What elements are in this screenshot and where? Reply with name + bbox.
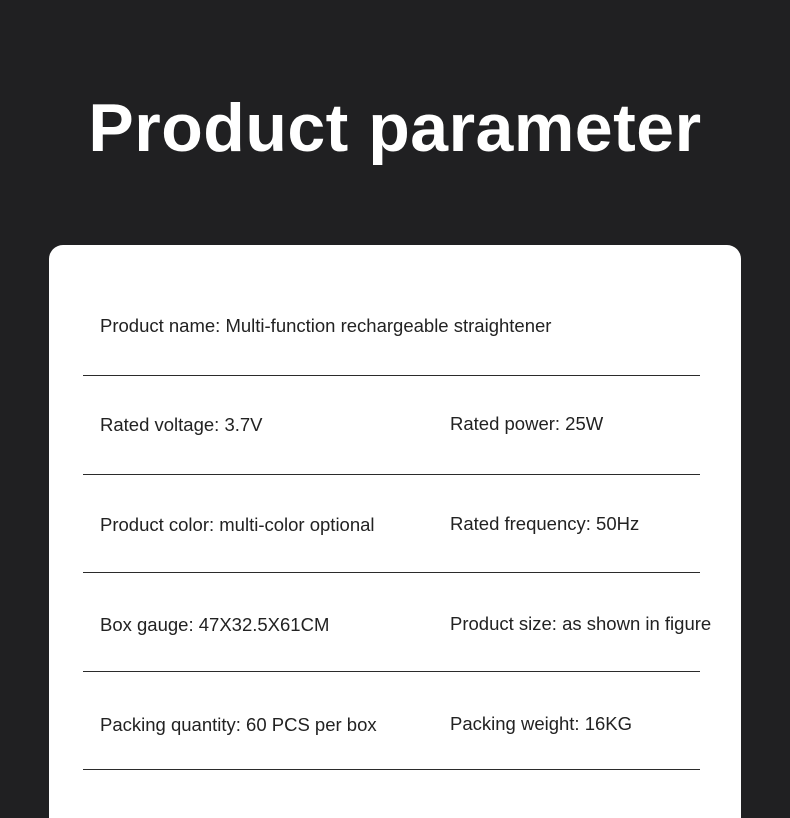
product-size-text: Product size: as shown in figure xyxy=(450,613,712,634)
rated-voltage-text: Rated voltage: 3.7V xyxy=(100,414,263,435)
parameter-row xyxy=(83,573,712,672)
product-name-text: Product name: Multi-function rechargeable straightener xyxy=(100,315,552,336)
parameter-row xyxy=(83,672,700,770)
packing-weight-text: Packing weight: 16KG xyxy=(450,713,633,734)
parameter-row xyxy=(83,376,700,475)
parameter-card xyxy=(49,245,741,818)
packing-quantity-text: Packing quantity: 60 PCS per box xyxy=(100,714,377,735)
rated-power-text: Rated power: 25W xyxy=(450,413,604,434)
parameter-row xyxy=(83,475,700,573)
parameter-row xyxy=(83,245,700,376)
page-title: Product parameter xyxy=(88,90,702,166)
product-color-text: Product color: multi-color optional xyxy=(100,514,375,535)
box-gauge-text: Box gauge: 47X32.5X61CM xyxy=(100,614,330,635)
rated-frequency-text: Rated frequency: 50Hz xyxy=(450,513,640,534)
